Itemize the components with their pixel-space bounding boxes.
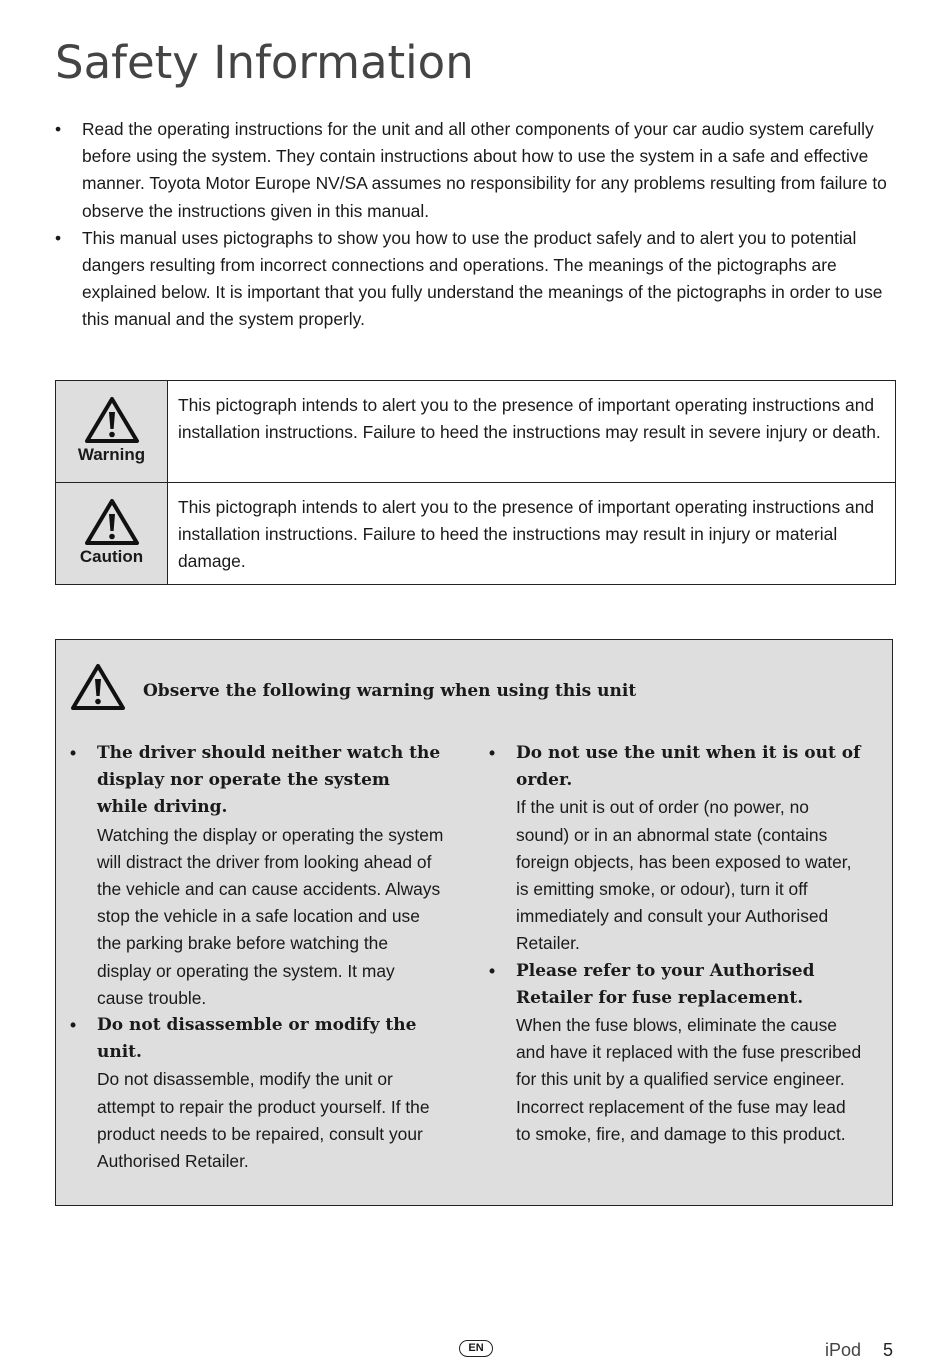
intro-list: [55, 116, 895, 334]
notice-column-right: [489, 740, 864, 1148]
pictograph-row-caution: [56, 483, 896, 585]
notice-item-heading: • Do not use the unit when it is out of order.: [516, 743, 861, 791]
warning-triangle-icon: [70, 662, 126, 712]
notice-item-body: Do not disassemble, modify the unit or attempt to repair the product yourself. If the product needs to be repaired, consult your Authorised Retailer.: [97, 1069, 430, 1172]
notice-item-body: Watching the display or operating the system will distract the driver from looking ahead of the vehicle and can cause accidents. Always stop the vehicle in a safe location and use the parking brake before watching the display or operating the system. It may cause trouble.: [97, 824, 444, 1008]
footer-product-name: iPod: [825, 1340, 862, 1360]
pictograph-icon-cell: [56, 483, 168, 585]
notice-item: [489, 740, 864, 958]
pictograph-label: Warning: [77, 445, 146, 464]
warning-triangle-icon: [84, 497, 140, 547]
page-number: 5: [883, 1340, 894, 1360]
notice-column-left: [70, 740, 445, 1175]
notice-item: [489, 958, 864, 1148]
pictograph-table: [55, 380, 896, 585]
intro-item: • Read the operating instructions for the unit and all other components of your car audio system carefully before using the system. They contain instructions about how to use the system in a safe and effective manner. Toyota Motor Europe NV/SA assumes no responsibility for any problems resulting from failure to observe the instructions given in this manual.: [55, 116, 895, 225]
notice-item-body: If the unit is out of order (no power, no sound) or in an abnormal state (contains foreign objects, has been exposed to water, is emitting smoke, or odour), turn it off immediately and consult your Authorised Retailer.: [516, 797, 852, 954]
pictograph-row-warning: [56, 381, 896, 483]
intro-item: • This manual uses pictographs to show you how to use the product safely and to alert you to potential dangers resulting from incorrect connections and operations. The meanings of the pictographs are explained below. It is important that you fully understand the meanings of the pictographs in order to use this manual and the system properly.: [55, 225, 895, 334]
pictograph-description: This pictograph intends to alert you to the presence of important operating instructions and installation instructions. Failure to heed the instructions may result in injury or material damage.: [168, 483, 896, 585]
warning-notice-box: [55, 639, 893, 1206]
notice-item-heading: • Do not disassemble or modify the unit.: [97, 1015, 417, 1063]
page-title: Safety Information: [55, 36, 474, 89]
notice-item-body: When the fuse blows, eliminate the cause and have it replaced with the fuse prescribed for this unit by a qualified service engineer. Incorrect replacement of the fuse may lead to smoke, fire, and damage to this product.: [516, 1015, 862, 1144]
notice-header: [70, 662, 636, 712]
pictograph-description: This pictograph intends to alert you to the presence of important operating instructions and installation instructions. Failure to heed the instructions may result in severe injury or death.: [168, 381, 896, 483]
language-badge: EN: [459, 1340, 493, 1357]
pictograph-icon-cell: [56, 381, 168, 483]
pictograph-label: Caution: [79, 547, 144, 566]
notice-item: [70, 740, 445, 1012]
notice-item-heading: • The driver should neither watch the display nor operate the system while driving.: [97, 743, 441, 818]
notice-item: [70, 1012, 445, 1175]
notice-item-heading: • Please refer to your Authorised Retailer for fuse replacement.: [516, 960, 815, 1008]
notice-title: Observe the following warning when using this unit: [143, 681, 637, 701]
warning-triangle-icon: [84, 395, 140, 445]
